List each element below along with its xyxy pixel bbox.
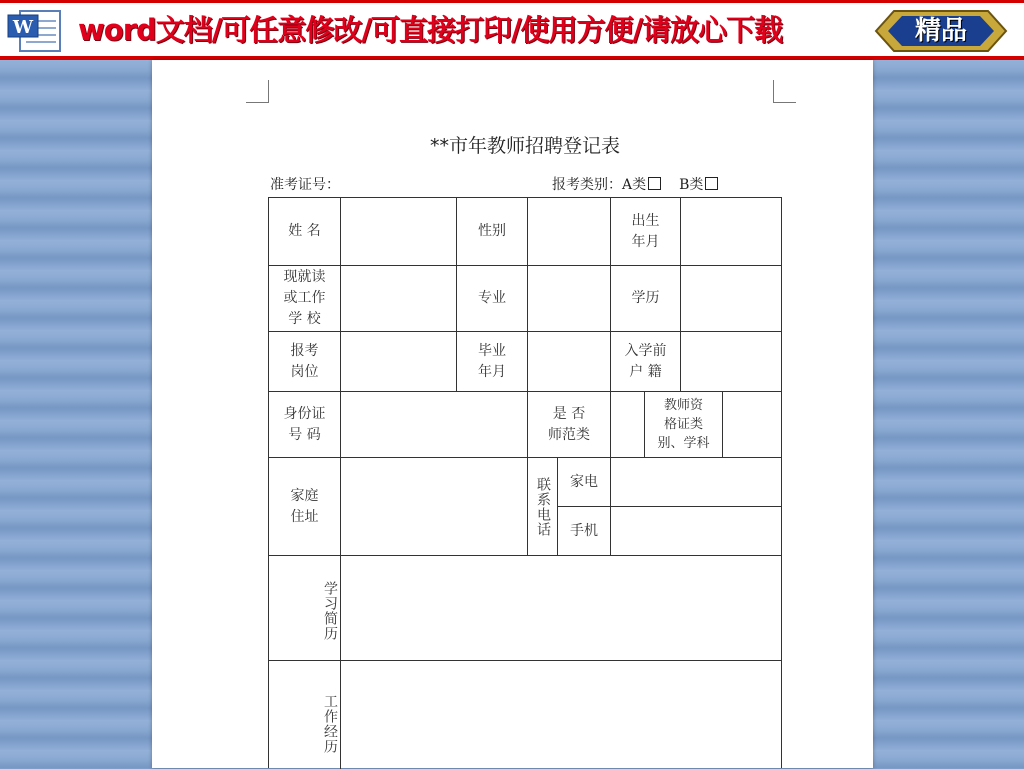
birth-label: 出生 年月	[611, 198, 681, 266]
normal-school-label: 是 否 师范类	[528, 392, 611, 458]
home-phone-label: 家电	[558, 458, 611, 507]
resume-field[interactable]	[341, 556, 782, 661]
mobile-field[interactable]	[611, 507, 782, 556]
category-label: 报考类别：	[552, 177, 622, 193]
school-label: 现就读 或工作 学 校	[269, 266, 341, 332]
name-label: 姓 名	[269, 198, 341, 266]
svg-text:W: W	[12, 17, 34, 38]
checkbox-a[interactable]	[648, 177, 661, 190]
graduation-label: 毕业 年月	[457, 332, 528, 392]
background-left	[0, 60, 152, 768]
contact-label: 联系电话	[528, 458, 558, 556]
normal-school-field[interactable]	[611, 392, 645, 458]
category-row	[552, 174, 736, 194]
id-field[interactable]	[341, 392, 528, 458]
work-experience-field[interactable]	[341, 661, 782, 769]
address-label: 家庭 住址	[269, 458, 341, 556]
position-field[interactable]	[341, 332, 457, 392]
work-experience-label: 工作经历	[269, 661, 341, 769]
major-label: 专业	[457, 266, 528, 332]
category-option-a: A类	[622, 177, 647, 193]
address-field[interactable]	[341, 458, 528, 556]
birth-field[interactable]	[681, 198, 782, 266]
document-title: **市年教师招聘登记表	[429, 135, 620, 157]
background-right	[873, 60, 1024, 768]
position-label: 报考 岗位	[269, 332, 341, 392]
promo-text: word文档/可任意修改/可直接打印/使用方便/请放心下载	[78, 13, 783, 47]
graduation-field[interactable]	[528, 332, 611, 392]
education-label: 学历	[611, 266, 681, 332]
home-phone-field[interactable]	[611, 458, 782, 507]
teacher-cert-label: 教师资 格证类 别、学科	[645, 392, 723, 458]
promo-banner	[0, 0, 1024, 60]
teacher-cert-field[interactable]	[723, 392, 782, 458]
major-field[interactable]	[528, 266, 611, 332]
crop-mark-left	[246, 80, 269, 103]
id-label: 身份证 号 码	[269, 392, 341, 458]
checkbox-b[interactable]	[705, 177, 718, 190]
exam-number-label: 准考证号：	[270, 177, 340, 193]
registration-form	[268, 197, 782, 768]
name-field[interactable]	[341, 198, 457, 266]
mobile-label: 手机	[558, 507, 611, 556]
badge-label: 精品	[914, 16, 967, 46]
crop-mark-right	[773, 80, 796, 103]
school-field[interactable]	[341, 266, 457, 332]
hukou-field[interactable]	[681, 332, 782, 392]
gender-field[interactable]	[528, 198, 611, 266]
category-option-b: B类	[679, 177, 704, 193]
hukou-label: 入学前 户 籍	[611, 332, 681, 392]
word-document-icon	[6, 9, 72, 53]
resume-label: 学习简历	[269, 556, 341, 661]
gender-label: 性别	[457, 198, 528, 266]
education-field[interactable]	[681, 266, 782, 332]
